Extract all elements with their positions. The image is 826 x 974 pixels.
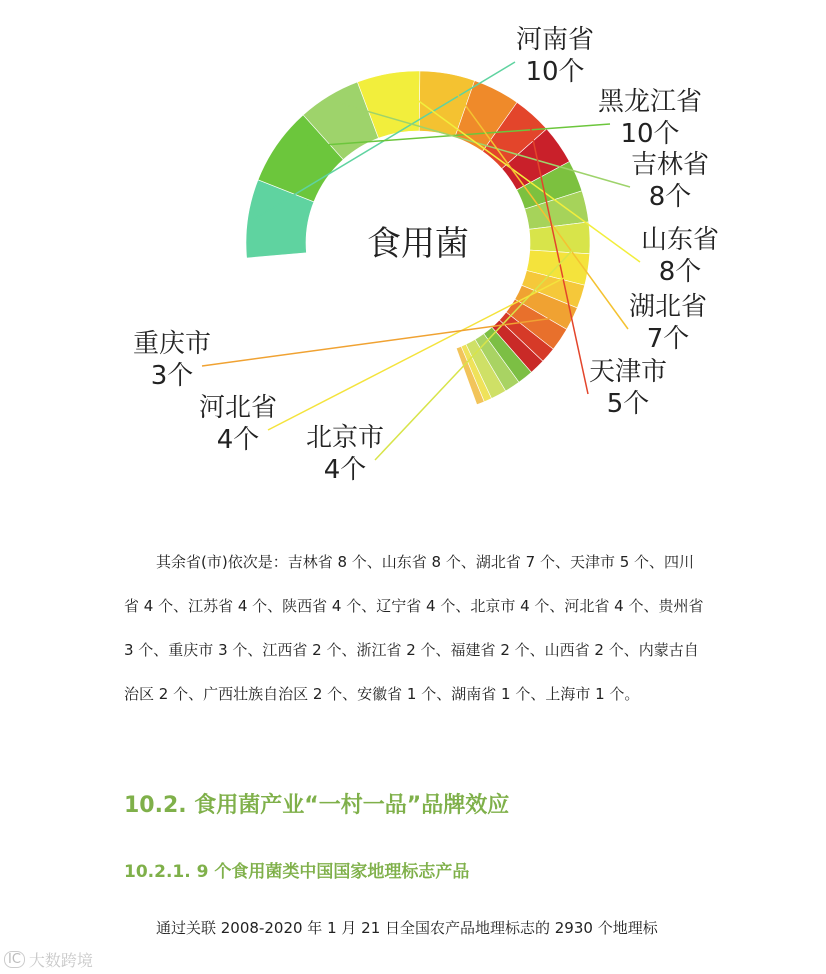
body-paragraph: 通过关联 2008-2020 年 1 月 21 日全国农产品地理标志的 2930 个地理标	[156, 919, 658, 937]
callout-value-重庆市: 3个	[150, 361, 194, 391]
watermark-logo-icon: IC	[4, 951, 25, 968]
callout-value-吉林省: 8个	[648, 182, 692, 212]
callout-name-山东省: 山东省	[640, 225, 720, 255]
callout-value-河南省: 10个	[525, 57, 585, 87]
callout-name-河北省: 河北省	[198, 393, 278, 423]
callout-name-北京市: 北京市	[305, 423, 385, 453]
watermark-text: 大数跨境	[28, 951, 93, 970]
watermark	[4, 948, 93, 971]
subsection-heading-10-2-1: 10.2.1. 9 个食用菌类中国国家地理标志产品	[124, 862, 470, 882]
callout-value-山东省: 8个	[658, 257, 702, 287]
callout-name-湖北省: 湖北省	[628, 292, 708, 322]
chart-title: 食用菌	[367, 224, 469, 264]
callout-name-河南省: 河南省	[515, 25, 595, 55]
callout-value-河北省: 4个	[216, 425, 260, 455]
callout-value-湖北省: 7个	[646, 324, 690, 354]
summary-paragraph: 其余省(市)依次是：吉林省 8 个、山东省 8 个、湖北省 7 个、天津市 5 个、四川省 4 个、江苏省 4 个、陕西省 4 个、辽宁省 4 个、北京市 4 个、河北省 4 个、贵州省 3 个、重庆市 3 个、江西省 2 个、浙江省 2 个、福建省 2 个、山西省 2 个、内蒙古自治区 2 个、广西壮族自治区 2 个、安徽省 1 个、湖南省 1 个、上海市 1 个。	[124, 553, 704, 703]
callout-name-吉林省: 吉林省	[630, 150, 710, 180]
callout-value-黑龙江省: 10个	[620, 119, 680, 149]
section-heading-10-2: 10.2. 食用菌产业“一村一品”品牌效应	[124, 793, 510, 818]
callout-name-重庆市: 重庆市	[132, 329, 212, 359]
callout-value-天津市: 5个	[606, 389, 650, 419]
callout-name-黑龙江省: 黑龙江省	[597, 87, 703, 117]
callout-value-北京市: 4个	[323, 455, 367, 485]
callout-name-天津市: 天津市	[588, 357, 668, 387]
